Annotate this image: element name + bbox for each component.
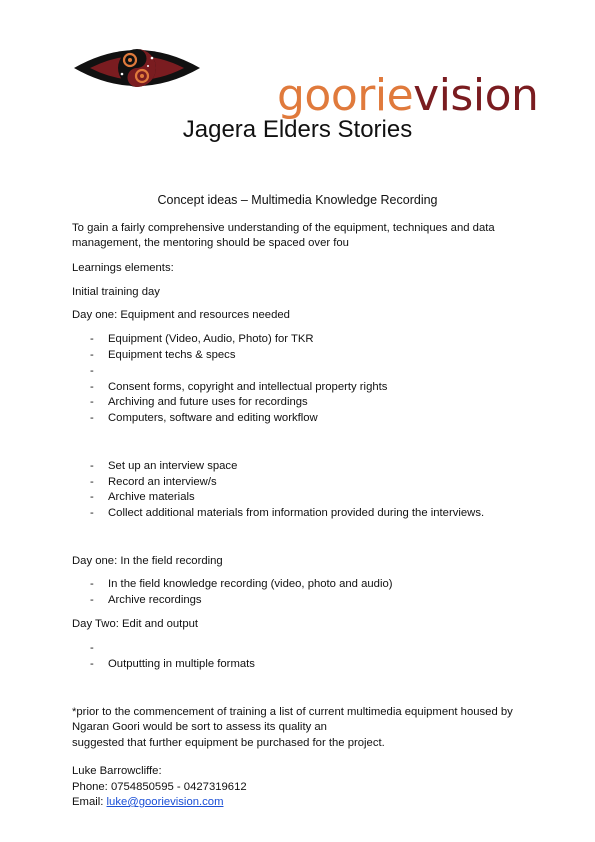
contact-email-label: Email: (72, 796, 107, 808)
bullet-dash: - (90, 507, 94, 519)
initial-training-day: Initial training day (72, 286, 160, 298)
contact-name: Luke Barrowcliffe: (72, 765, 162, 777)
list-item (90, 364, 108, 379)
list-item (90, 593, 202, 608)
day-one-field-heading: Day one: In the field recording (72, 555, 223, 567)
contact-phone: Phone: 0754850595 - 0427319612 (72, 781, 247, 793)
list-item (90, 380, 387, 395)
list-item (90, 411, 318, 426)
list-item-text: Equipment techs & specs (108, 349, 236, 361)
list-item-text: Set up an interview space (108, 460, 238, 472)
intro-line-1: To gain a fairly comprehensive understanding of the equipment, techniques and data (72, 222, 495, 234)
bullet-dash: - (90, 381, 94, 393)
contact-email-line (72, 795, 224, 810)
note-line-2: Ngaran Goori would be sort to assess its quality an (72, 721, 327, 733)
bullet-dash: - (90, 412, 94, 424)
note-line-1: *prior to the commencement of training a list of current multimedia equipment housed by (72, 706, 513, 718)
list-item (90, 490, 195, 505)
list-item-text: Computers, software and editing workflow (108, 412, 318, 424)
list-item (90, 657, 255, 672)
list-item-text: Consent forms, copyright and intellectual property rights (108, 381, 388, 393)
bullet-dash: - (90, 594, 94, 606)
list-item (90, 506, 484, 521)
list-item (90, 332, 314, 347)
bullet-dash: - (90, 642, 94, 654)
list-item (90, 459, 237, 474)
list-item-text: Collect additional materials from information provided during the interviews. (108, 507, 485, 519)
bullet-dash: - (90, 476, 94, 488)
day-one-equipment-heading: Day one: Equipment and resources needed (72, 309, 290, 321)
list-item (90, 641, 108, 656)
list-item (90, 475, 217, 490)
bullet-dash: - (90, 365, 94, 377)
bullet-dash: - (90, 349, 94, 361)
page-title: Jagera Elders Stories (182, 116, 413, 143)
bullet-dash: - (90, 333, 94, 345)
bullet-dash: - (90, 658, 94, 670)
page-subtitle: Concept ideas – Multimedia Knowledge Recording (157, 193, 438, 207)
list-item-text: Outputting in multiple formats (108, 658, 255, 670)
list-item-text: Archiving and future uses for recordings (108, 396, 308, 408)
email-link[interactable]: luke@goorievision.com (106, 796, 224, 808)
intro-line-2: management, the mentoring should be spaced over fou (72, 237, 349, 249)
list-item (90, 348, 235, 363)
list-item-text: Equipment (Video, Audio, Photo) for TKR (108, 333, 314, 345)
list-item (90, 577, 393, 592)
bullet-dash: - (90, 491, 94, 503)
bullet-dash: - (90, 578, 94, 590)
list-item-text: Archive materials (108, 491, 195, 503)
logo-word-goorie: goorie (277, 70, 414, 121)
goorievision-logo (72, 40, 539, 121)
eye-emblem-icon (72, 40, 202, 96)
list-item (90, 395, 308, 410)
list-item-text: In the field knowledge recording (video, photo and audio) (108, 578, 393, 590)
day-two-heading: Day Two: Edit and output (72, 618, 199, 630)
logo-word-vision: vision (413, 70, 539, 121)
bullet-dash: - (90, 460, 94, 472)
note-line-3: suggested that further equipment be purchased for the project. (72, 737, 385, 749)
list-item-text: Record an interview/s (108, 476, 217, 488)
logo-wordmark (277, 70, 539, 121)
list-item-text: Archive recordings (108, 594, 202, 606)
bullet-dash: - (90, 396, 94, 408)
learnings-heading: Learnings elements: (72, 262, 174, 274)
